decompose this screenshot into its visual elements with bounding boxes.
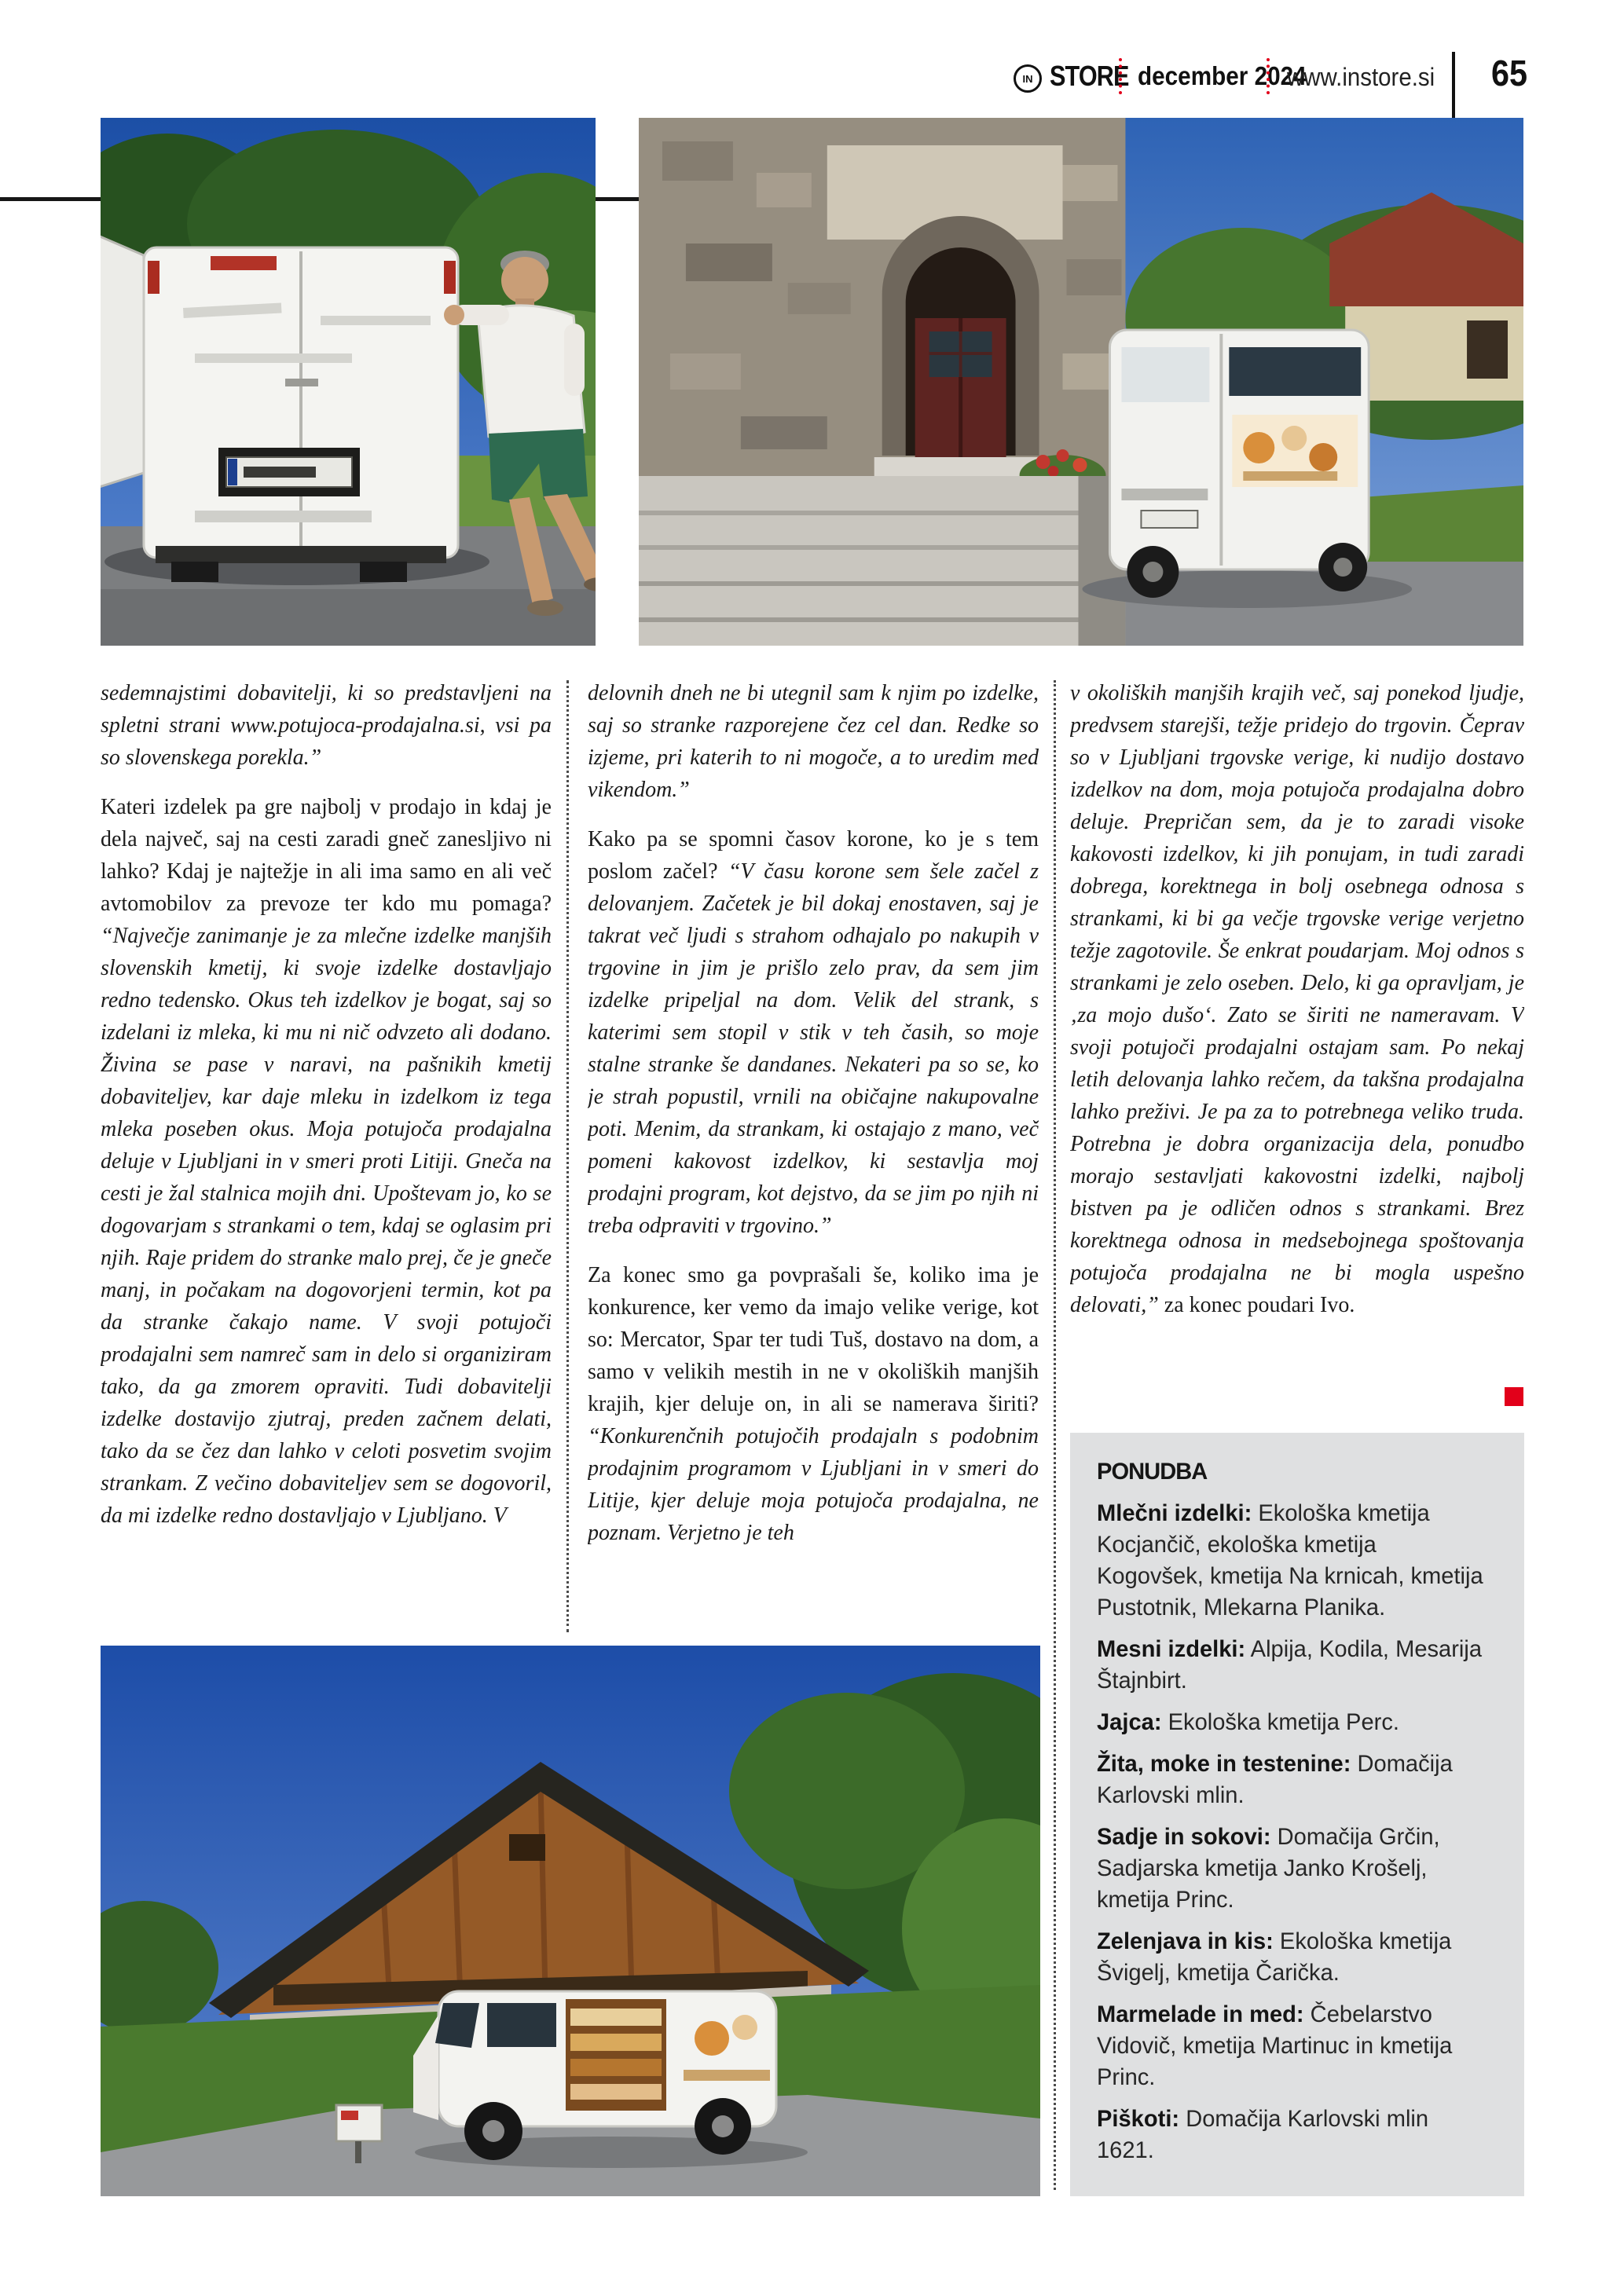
article-column-2	[588, 677, 1039, 1639]
magazine-website: www.instore.si	[1287, 63, 1435, 91]
ponudba-title: PONUDBA	[1097, 1459, 1208, 1485]
paragraph: Za konec smo ga povprašali še, koliko ima je konkurence, ker vemo da imajo velike verige, kot so: Mercator, Spar ter tudi Tuš, dostavo na dom, a samo v velikih mestih in ne v okoliških manjših krajih, kjer deluje on, in ali se namerava širiti? “Konkurenčnih potujočih prodajaln s podobnim prodajnim programom v Ljubljani in v smeri do Litije, kjer deluje moja potujoča prodajalna, ne poznam. Verjetno je teh	[588, 1263, 1039, 1545]
article-end-mark	[1505, 1387, 1523, 1406]
column-divider-2	[1054, 680, 1056, 2190]
offer-item: Mesni izdelki: Alpija, Kodila, Mesarija Štajnbirt.	[1097, 1636, 1483, 1694]
offer-item: Marmelade in med: Čebelarstvo Vidovič, kmetija Martinuc in kmetija Princ.	[1097, 2001, 1453, 2090]
van-building-photo	[639, 118, 1523, 646]
article-column-1	[101, 677, 552, 1639]
offer-item: Sadje in sokovi: Domačija Grčin, Sadjarska kmetija Janko Krošelj, kmetija Princ.	[1097, 1824, 1440, 1913]
paragraph: v okoliških manjših krajih več, saj ponekod ljudje, predvsem starejši, težje pridejo do trgovin. Čeprav so v Ljubljani trgovske verige, ki nudijo dostavo izdelkov na dom, moja potujoča prodajalna dobro deluje. Prepričan sem, da je to zaradi visoke kakovosti izdelkov, ki jih ponujam, in tudi zaradi dobrega, korektnega in bolj osebnega odnosa s strankami, ki bi ga večje trgovske verige verjetno težje zagotovile. Še enkrat poudarjam. Moj odnos s strankami je zelo oseben. Delo, ki ga opravljam, je ‚za mojo dušo‘. Zato se širiti ne nameravam. V svoji potujoči prodajalni ostajam sam. Po nekaj letih delovanja lahko rečem, da takšna prodajalna lahko preživi. Je pa za to potrebnega veliko truda. Potrebna je dobra organizacija dela, ponudbo morajo sestavljati kakovostni izdelki, najbolj bistven pa je odličen odnos s strankami. Brez korektnega odnosa in medsebojnega spoštovanja potujoča prodajalna ne bi mogla uspešno delovati,” za konec poudari Ivo.	[1070, 681, 1524, 1317]
column-divider-1	[566, 680, 569, 1632]
header-dotted-divider	[1119, 58, 1122, 94]
paragraph: sedemnajstimi dobavitelji, ki so predstavljeni na spletni strani www.potujoca-prodajalna.si, vsi pa so slovenskega porekla.”	[101, 681, 552, 770]
issue-date: december 2024	[1138, 61, 1307, 90]
header-divider-bar	[1452, 52, 1455, 118]
paragraph: Kateri izdelek pa gre najbolj v prodajo in kdaj je dela največ, saj na cesti zaradi gneč zanesljivo ni lahko? Kdaj je najtežje in ali ima samo en ali več avtomobilov za prevoze ter kdo mu pomaga? “Največje zanimanje je za mlečne izdelke manjših slovenskih kmetij, ki svoje izdelke dostavljajo redno tedensko. Okus teh izdelkov je bogat, saj so izdelani iz mleka, ki mu ni nič odvzeto ali dodano. Živina se pase v naravi, na pašnikih kmetij dobaviteljev, kar daje mleku in izdelkom iz tega mleka poseben okus. Moja potujoča prodajalna deluje v Ljubljani in v smeri proti Litiji. Gneča na cesti je žal stalnica mojih dni. Upoštevam jo, ko se dogovarjam s strankami o tem, kdaj se oglasim pri njih. Raje pridem do stranke malo prej, če je gneče manj, in počakam na dogovorjeni termin, kot pa da stranke čakajo name. V svoji potujoči prodajalni sem namreč sam in delo si organiziram tako, da ga zmorem opraviti. Tudi dobavitelji izdelke dostavijo zjutraj, preden začnem delati, tako da se čez dan lahko v celoti posvetim svojim strankam. Z večino dobaviteljev sem se dogovoril, da mi izdelke redno dostavljajo v Ljubljano. V	[101, 795, 552, 1528]
offer-item: Zelenjava in kis: Ekološka kmetija Švigelj, kmetija Čarička.	[1097, 1928, 1452, 1986]
top-rule-gap	[595, 197, 639, 201]
header-dotted-divider	[1267, 58, 1270, 94]
page-number: 65	[1491, 53, 1528, 93]
paragraph: Kako pa se spomni časov korone, ko je s tem poslom začel? “V času korone sem šele začel z delovanjem. Začetek je bil dokaj enostaven, saj je takrat več ljudi s strahom odhajalo po nakupih v trgovine in jim je prišlo zelo prav, da sem jim izdelke pripeljal na dom. Velik del strank, s katerimi sem stopil v stik v teh časih, so moje stalne stranke še dandanes. Nekateri pa so se, ko je strah popustil, vrnili na običajne nakupovalne poti. Menim, da strankam, ki ostajajo z mano, več pomeni kakovost izdelkov, ki sestavlja moj prodajni program, kot dejstvo, da se jim po njih ni treba odpraviti v trgovino.”	[588, 827, 1039, 1238]
ponudba-box	[1070, 1433, 1524, 2196]
offer-item: Piškoti: Domačija Karlovski mlin 1621.	[1097, 2106, 1429, 2163]
van-loading-photo	[101, 118, 596, 646]
instore-logo-icon: IN	[1014, 64, 1042, 93]
top-rule-left	[0, 197, 101, 201]
paragraph: delovnih dneh ne bi utegnil sam k njim po izdelke, saj so stranke razporejene čez cel dan. Redke so izjeme, pri katerih to ni mogoče, a to uredim med vikendom.”	[588, 681, 1039, 802]
article-column-3	[1070, 677, 1524, 1419]
offer-item: Jajca: Ekološka kmetija Perc.	[1097, 1709, 1399, 1735]
farmhouse-van-photo	[101, 1646, 1040, 2196]
offer-item: Mlečni izdelki: Ekološka kmetija Kocjančič, ekološka kmetija Kogovšek, kmetija Na krnicah, kmetija Pustotnik, Mlekarna Planika.	[1097, 1500, 1483, 1620]
offer-item: Žita, moke in testenine: Domačija Karlovski mlin.	[1097, 1751, 1453, 1808]
magazine-title: STORE	[1050, 60, 1129, 92]
